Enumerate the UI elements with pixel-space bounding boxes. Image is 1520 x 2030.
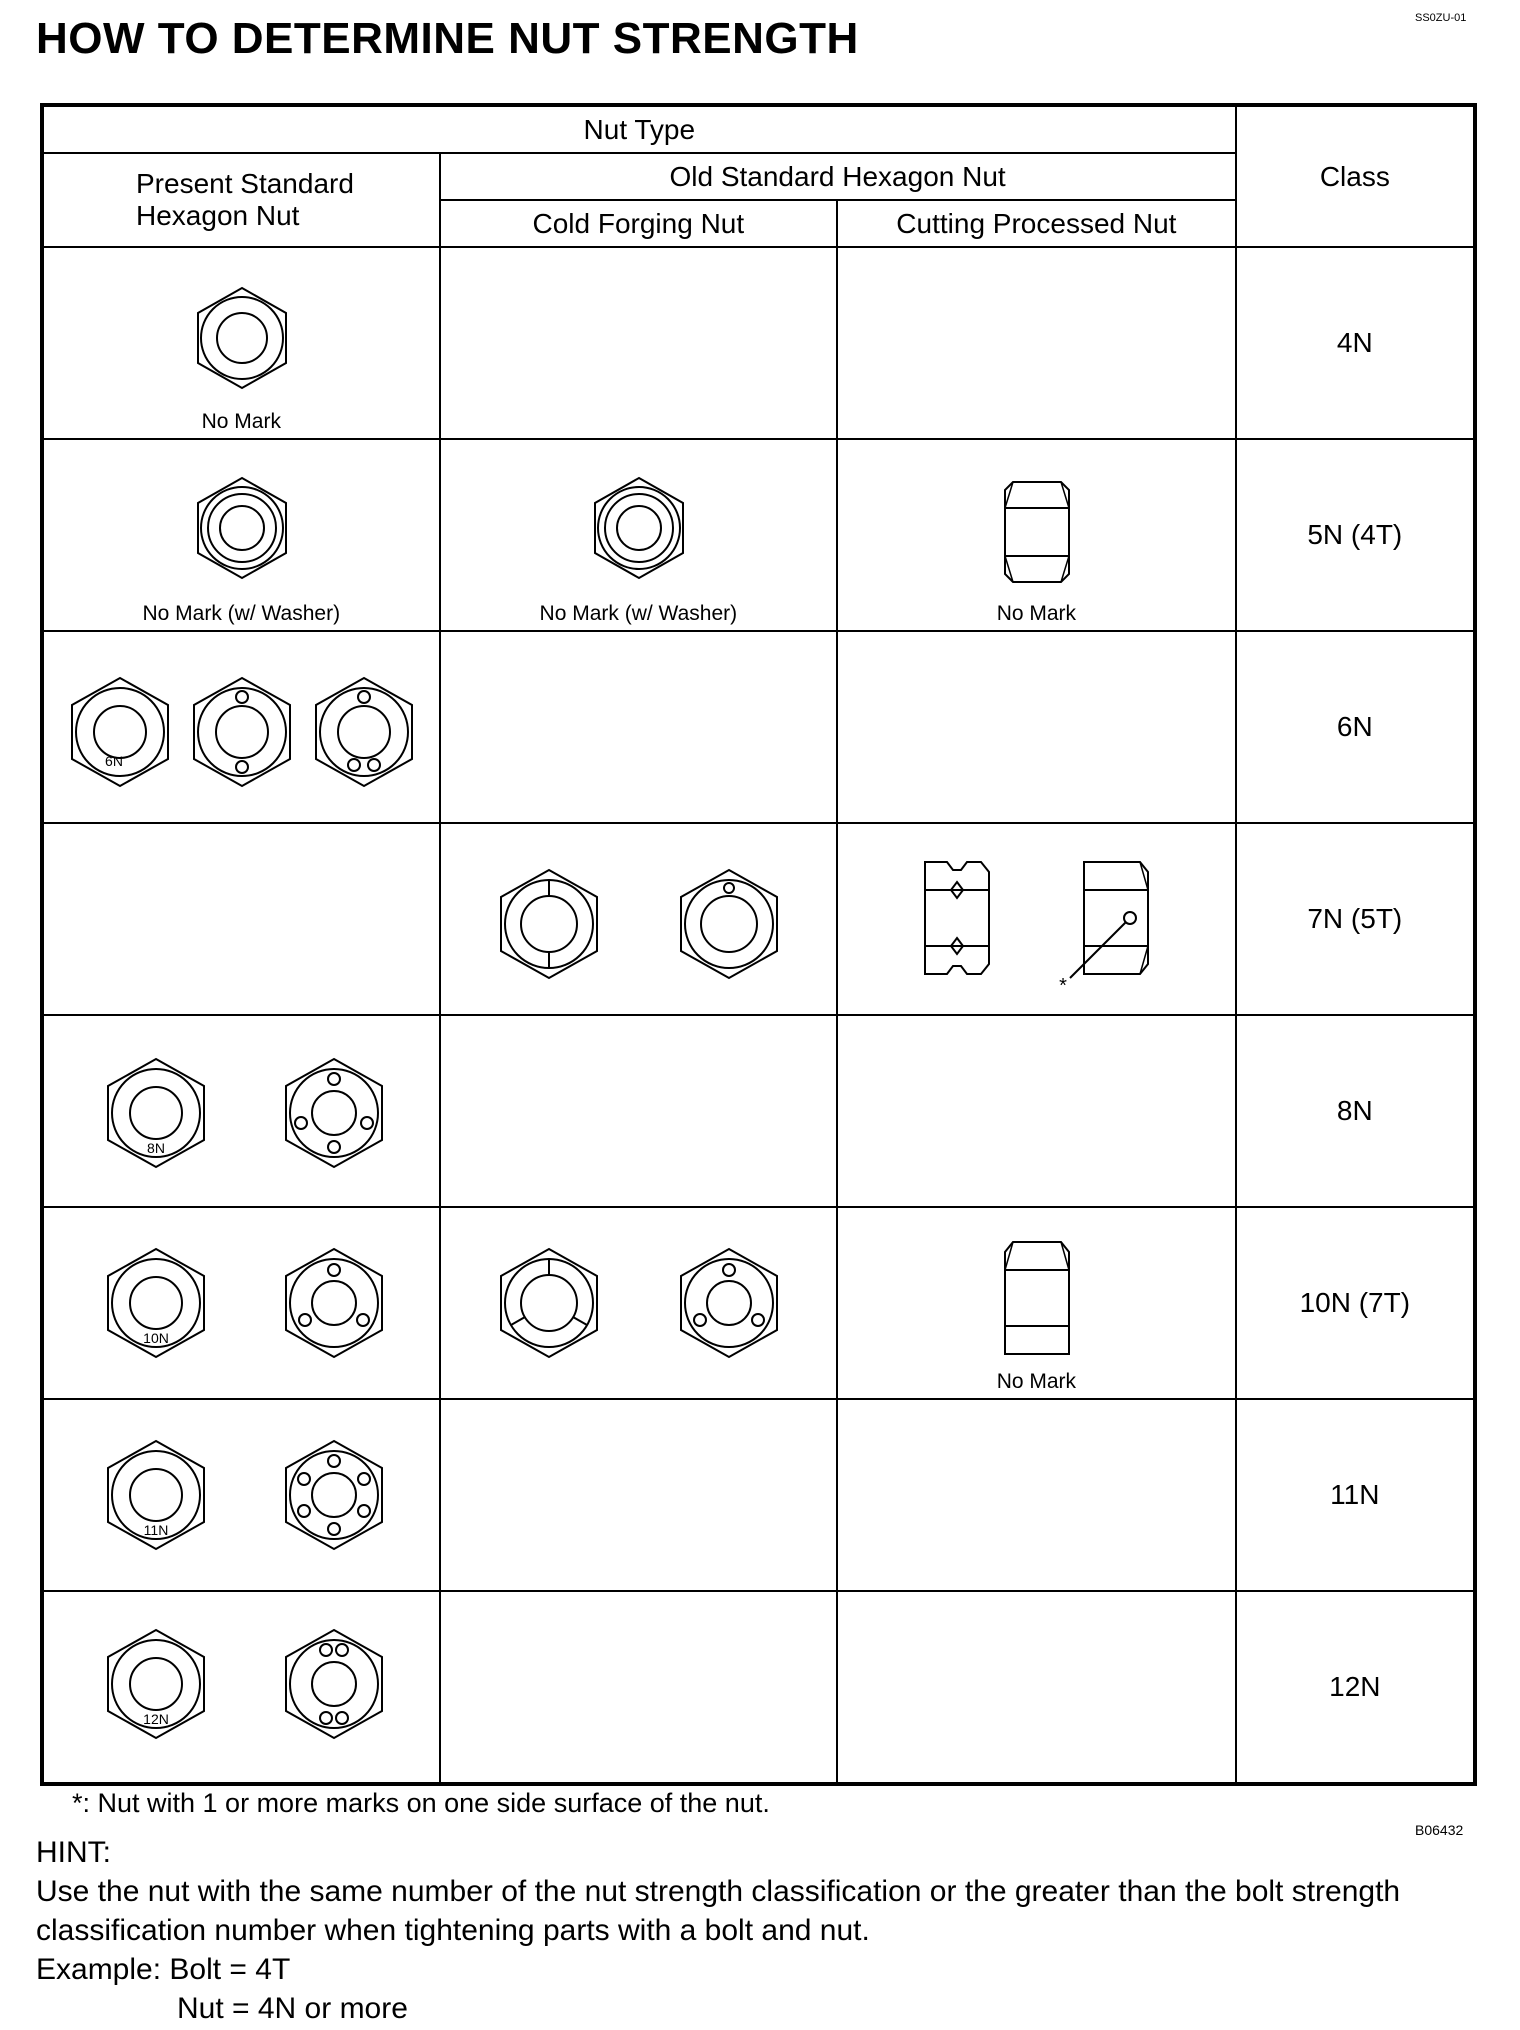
cold-forging-cell [440, 1591, 838, 1784]
hex-nut-1-dot-icon [681, 870, 777, 978]
nut-strength-table [40, 103, 1477, 1786]
hint-section [36, 1833, 1486, 2028]
cold-forging-header: Cold Forging Nut [440, 200, 838, 247]
hex-nut-3-lines-icon [501, 1249, 597, 1357]
present-standard-header-line2: Hexagon Nut [136, 200, 300, 231]
footnote-marker: * [1059, 975, 1067, 997]
nut-mark-label: 11N [143, 1522, 169, 1538]
class-value: 8N [1236, 1015, 1475, 1207]
present-cell [42, 1015, 440, 1207]
class-header: Class [1236, 105, 1475, 247]
nut-side-view-diamond-marks-icon [925, 862, 989, 974]
old-standard-header: Old Standard Hexagon Nut [440, 153, 1236, 200]
nut-type-header: Nut Type [42, 105, 1236, 153]
table-row [42, 631, 1475, 823]
present-cell [42, 1591, 440, 1784]
cutting-processed-header: Cutting Processed Nut [837, 200, 1236, 247]
present-cell [42, 439, 440, 631]
footnote: *: Nut with 1 or more marks on one side surface of the nut. [72, 1788, 770, 1818]
example-line-2: Nut = 4N or more [177, 1992, 408, 2025]
present-standard-header [42, 153, 440, 247]
cold-forging-cell [440, 247, 838, 439]
table-row [42, 247, 1475, 439]
cutting-processed-cell [837, 439, 1236, 631]
hex-nut-2-lines-icon [501, 870, 597, 978]
present-nut-icons-6n [44, 632, 441, 822]
hex-nut-6-dots-icon [286, 1441, 382, 1549]
hex-nut-3-dots-icon [316, 678, 412, 786]
cold-forging-nut-icons-7n [441, 824, 838, 1014]
table-row [42, 1399, 1475, 1591]
cutting-processed-cell [837, 1591, 1236, 1784]
hex-nut-11n-marked-icon [108, 1441, 204, 1549]
table-row [42, 439, 1475, 631]
cutting-processed-cell [837, 1015, 1236, 1207]
cutting-processed-cell [837, 1399, 1236, 1591]
nut-caption: No Mark [996, 602, 1077, 625]
present-nut-icons-12n [44, 1592, 441, 1782]
cold-forging-cell [440, 1015, 838, 1207]
hex-nut-3-dots-icon [286, 1249, 382, 1357]
nut-mark-label: 8N [147, 1140, 165, 1156]
table-row [42, 1207, 1475, 1399]
cutting-processed-cell [837, 247, 1236, 439]
class-value: 7N (5T) [1236, 823, 1475, 1015]
hex-nut-3-dots-icon [681, 1249, 777, 1357]
present-cell [42, 823, 440, 1015]
present-nut-icons-11n [44, 1400, 441, 1590]
document-reference-code: SS0ZU-01 [1415, 12, 1467, 24]
present-cell [42, 247, 440, 439]
hex-nut-6n-marked-icon [72, 678, 168, 786]
present-nut-icons-10n [44, 1208, 441, 1398]
hint-text: Use the nut with the same number of the nut strength classification or the greater than the bolt strength classification number when tightening parts with a bolt and nut. [36, 1875, 1401, 1947]
cold-forging-cell [440, 631, 838, 823]
present-cell [42, 1399, 440, 1591]
class-value: 12N [1236, 1591, 1475, 1784]
table-row [42, 1015, 1475, 1207]
present-cell [42, 1207, 440, 1399]
hex-nut-12n-marked-icon [108, 1630, 204, 1738]
nut-caption: No Mark (w/ Washer) [142, 602, 341, 625]
present-standard-header-line1: Present Standard [136, 167, 354, 199]
example-line-1: Example: Bolt = 4T [36, 1953, 291, 1986]
hex-nut-8n-marked-icon [108, 1059, 204, 1167]
nut-mark-label: 12N [143, 1711, 169, 1727]
class-value: 6N [1236, 631, 1475, 823]
cutting-processed-cell [837, 823, 1236, 1015]
class-value: 10N (7T) [1236, 1207, 1475, 1399]
cold-forging-cell [440, 1207, 838, 1399]
cutting-processed-cell [837, 1207, 1236, 1399]
cutting-nut-icons-7n [838, 824, 1236, 1014]
figure-reference-code: B06432 [1415, 1822, 1464, 1838]
nut-caption: No Mark [201, 410, 281, 433]
nut-mark-label: 6N [105, 753, 123, 769]
nut-side-view-dot-mark-icon [1070, 862, 1148, 978]
class-value: 5N (4T) [1236, 439, 1475, 631]
cutting-processed-cell [837, 631, 1236, 823]
page-title: HOW TO DETERMINE NUT STRENGTH [36, 14, 859, 63]
cold-forging-cell [440, 1399, 838, 1591]
nut-mark-label: 10N [143, 1330, 169, 1346]
table-row [42, 823, 1475, 1015]
class-value: 4N [1236, 247, 1475, 439]
hex-nut-4-dots-icon [286, 1059, 382, 1167]
cold-forging-cell [440, 823, 838, 1015]
present-nut-icons-8n [44, 1016, 441, 1206]
hex-nut-10n-marked-icon [108, 1249, 204, 1357]
present-cell [42, 631, 440, 823]
cold-forging-nut-icons-10n [441, 1208, 838, 1398]
class-value: 11N [1236, 1399, 1475, 1591]
nut-caption: No Mark [996, 1370, 1077, 1393]
cold-forging-cell [440, 439, 838, 631]
hint-label: HINT: [36, 1836, 111, 1869]
nut-caption: No Mark (w/ Washer) [539, 602, 738, 625]
table-row [42, 1591, 1475, 1784]
hex-nut-2-dots-icon [194, 678, 290, 786]
hex-nut-4-paired-dots-icon [286, 1630, 382, 1738]
